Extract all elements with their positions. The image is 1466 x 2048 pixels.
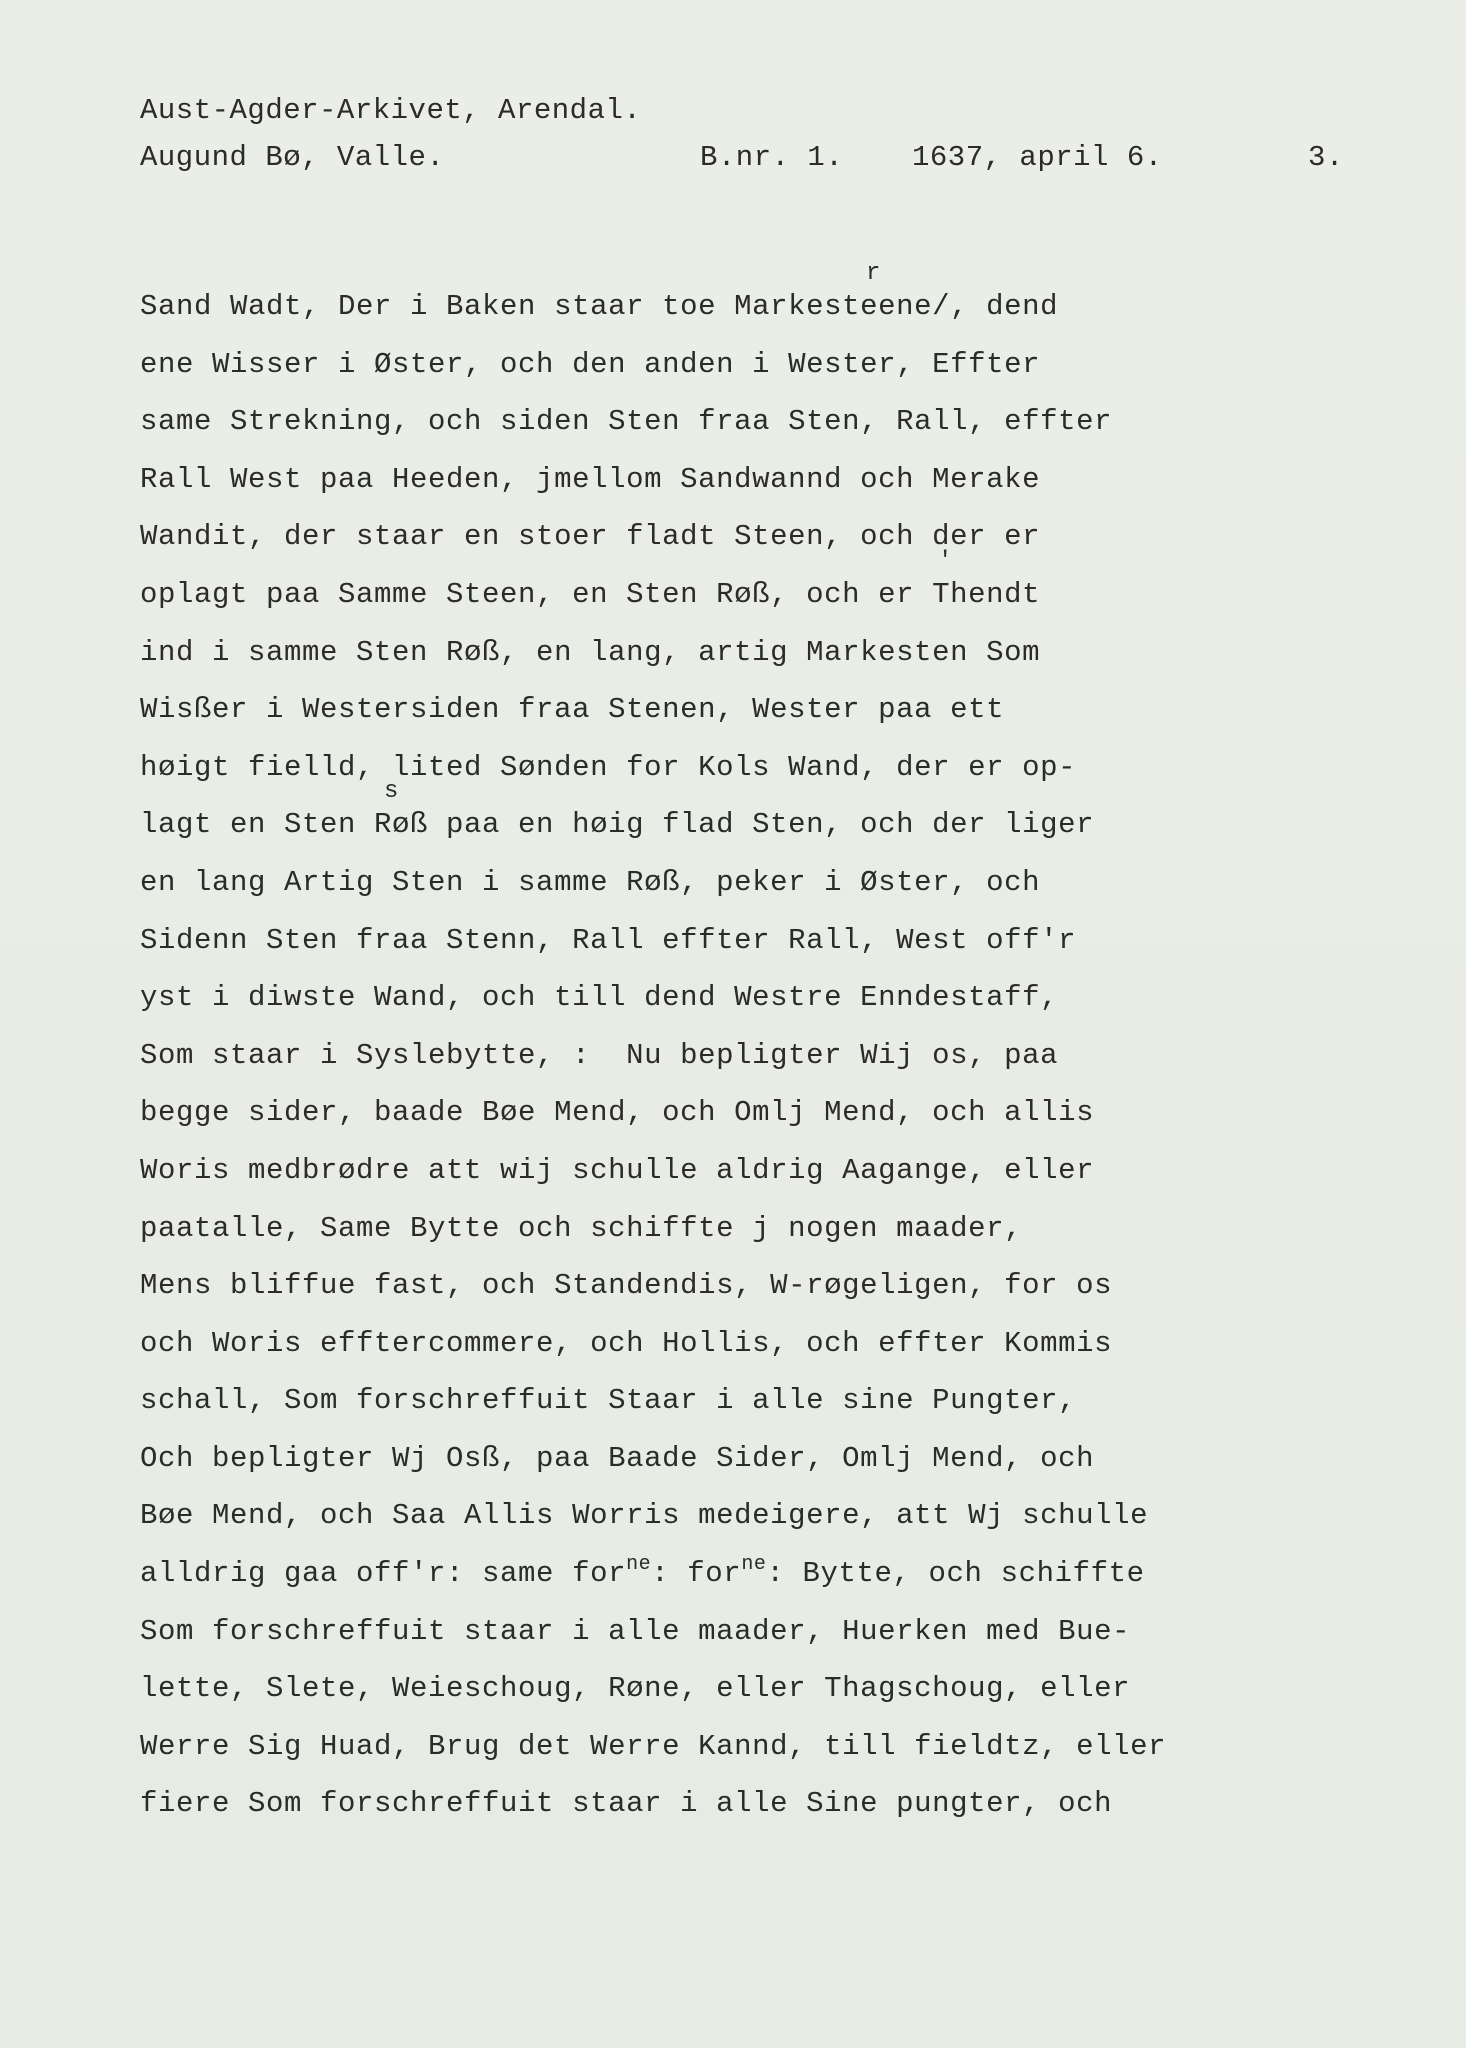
text-line-17: paatalle, Same Bytte och schiffte j nogen maader, — [140, 1211, 1023, 1245]
text-line-18: Mens bliffue fast, och Standendis, W-røgeligen, for os — [140, 1269, 1113, 1303]
text-line-4: Rall West paa Heeden, jmellom Sandwannd och Merake — [140, 462, 1041, 496]
person-name: Augund Bø, Valle. — [140, 141, 445, 174]
text-line-21: Och bepligter Wj Osß, paa Baade Sider, Omlj Mend, och — [140, 1441, 1095, 1475]
text-line-24: Som forschreffuit staar i alle maader, Huerken med Bue- — [140, 1614, 1131, 1648]
text-line-20: schall, Som forschreffuit Staar i alle sine Pungter, — [140, 1384, 1077, 1418]
line23-part1: alldrig gaa off'r: same for — [140, 1557, 627, 1591]
text-line-7: ind i samme Sten Røß, en lang, artig Markesten Som — [140, 635, 1041, 669]
insertion-r: r — [866, 260, 881, 287]
text-line-15: begge sider, baade Bøe Mend, och Omlj Mend, och allis — [140, 1096, 1095, 1130]
archive-name: Aust-Agder-Arkivet, Arendal. — [140, 94, 642, 127]
text-line-1: Sand Wadt, Der i Baken staar toe Markesteene/, dend — [140, 290, 1059, 323]
document-date: 1637, april 6. — [912, 141, 1163, 174]
text-line-10: lagt en Sten Røß paa en høig flad Sten, och der liger — [140, 808, 1095, 842]
text-line-25: lette, Slete, Weieschoug, Røne, eller Thagschoug, eller — [140, 1672, 1131, 1706]
document-body — [140, 278, 1320, 1833]
line23-part2: : for — [651, 1557, 742, 1591]
text-line-9: høigt fielld, lited Sønden for Kols Wand, der er op- — [140, 750, 1077, 784]
insertion-s: s — [384, 778, 399, 805]
text-line-11: en lang Artig Sten i samme Røß, peker i Øster, och — [140, 865, 1041, 899]
page-number: 3. — [1308, 141, 1344, 174]
text-line-19: och Woris efftercommere, och Hollis, och effter Kommis — [140, 1326, 1113, 1360]
text-line-14: Som staar i Syslebytte, : Nu bepligter Wij os, paa — [140, 1038, 1059, 1072]
insertion-tick: ' — [938, 548, 953, 575]
superscript-ne-2: ne — [741, 1553, 767, 1577]
text-line-16: Woris medbrødre att wij schulle aldrig Aagange, eller — [140, 1153, 1095, 1187]
text-line-2: ene Wisser i Øster, och den anden i Wester, Effter — [140, 347, 1041, 381]
text-line-23 — [140, 1545, 1320, 1603]
text-line-26: Werre Sig Huad, Brug det Werre Kannd, till fieldtz, eller — [140, 1729, 1167, 1763]
text-line-8: Wisßer i Westersiden fraa Stenen, Wester paa ett — [140, 693, 1005, 727]
line23-part3: : Bytte, och schiffte — [766, 1557, 1145, 1591]
text-line-12: Sidenn Sten fraa Stenn, Rall effter Rall, West off'r — [140, 923, 1077, 957]
text-line-22: Bøe Mend, och Saa Allis Worris medeigere, att Wj schulle — [140, 1499, 1149, 1533]
text-line-3: same Strekning, och siden Sten fraa Sten, Rall, effter — [140, 405, 1113, 439]
text-line-6: oplagt paa Samme Steen, en Sten Røß, och er Thendt — [140, 577, 1041, 611]
text-line-5: Wandit, der staar en stoer fladt Steen, och der er — [140, 520, 1041, 554]
text-line-27: fiere Som forschreffuit staar i alle Sine pungter, och — [140, 1787, 1113, 1821]
text-line-13: yst i diwste Wand, och till dend Westre Enndestaff, — [140, 981, 1059, 1015]
bnr-label: B.nr. 1. — [700, 141, 844, 174]
superscript-ne-1: ne — [626, 1553, 652, 1577]
